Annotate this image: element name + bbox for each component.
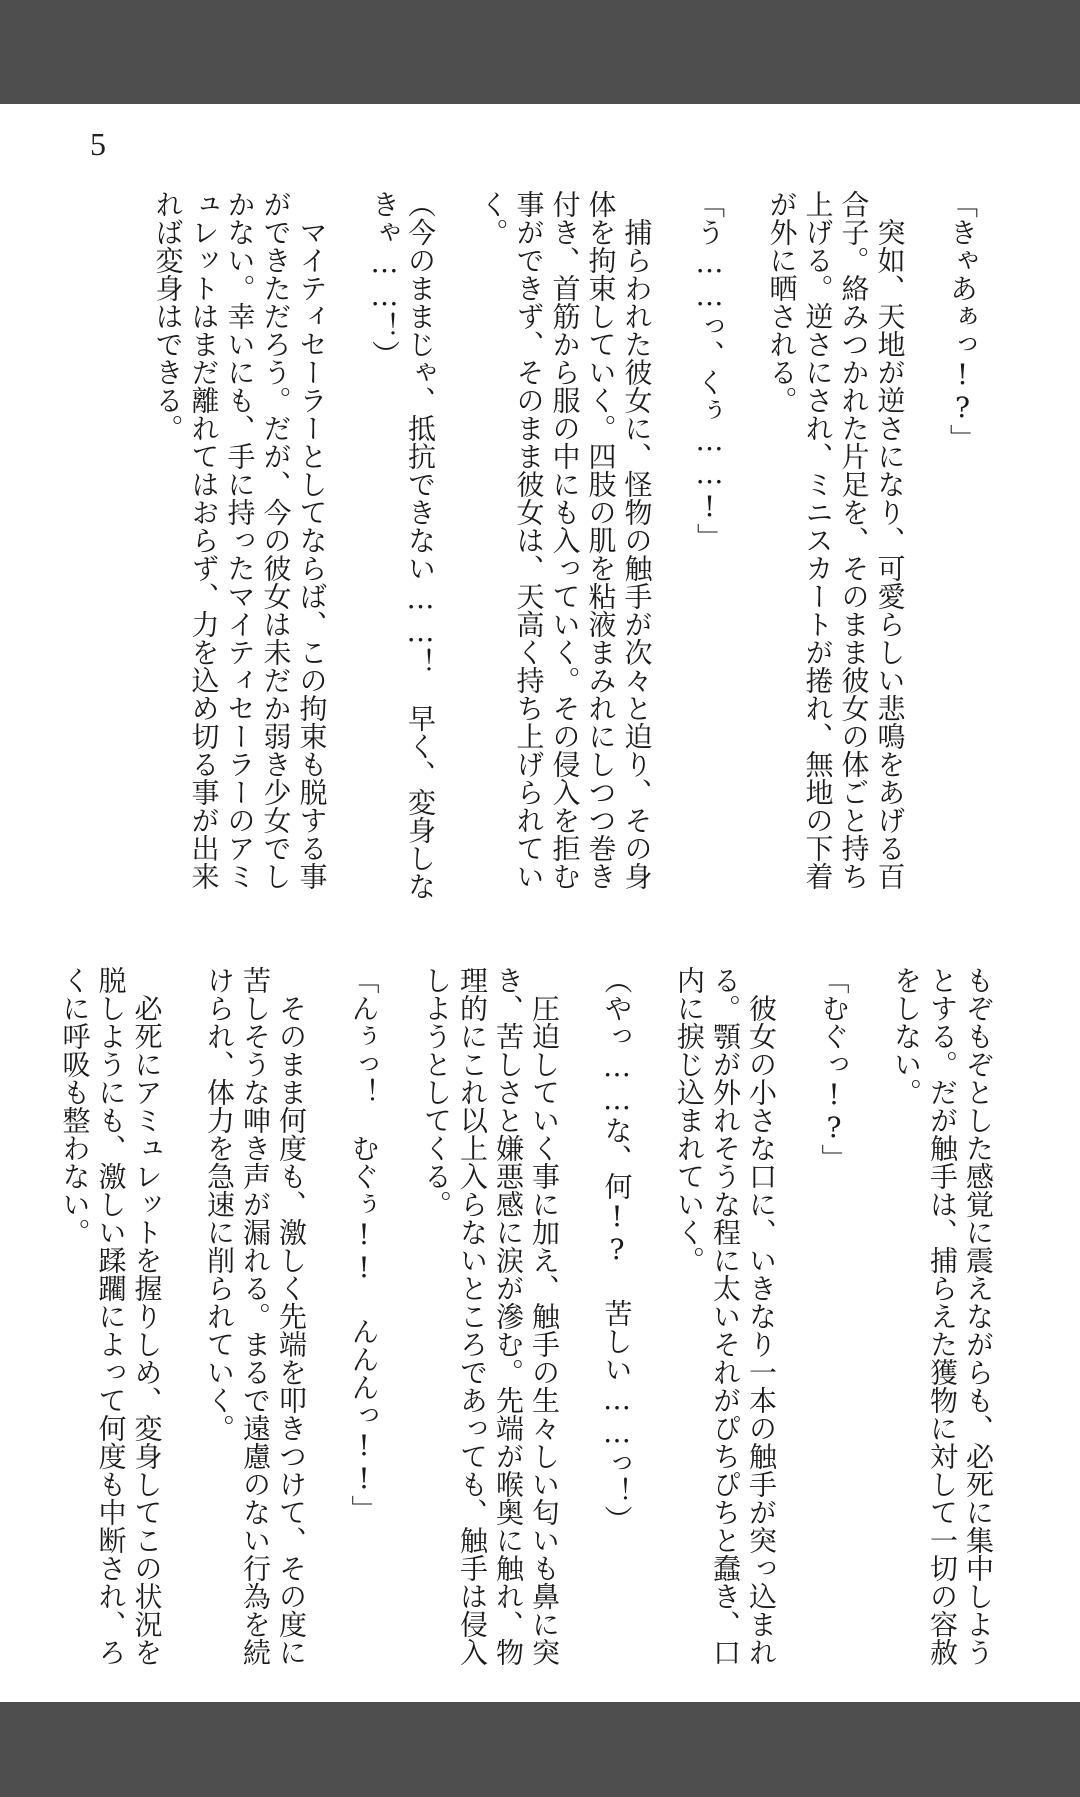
paragraph: 「むぐっ!?」: [817, 966, 851, 1172]
paragraph: マイティセーラーとしてならば、この拘束も脱する事ができただろう。だが、今の彼女は未だか弱き少女でしかない。幸いにも、手に持ったマイティセーラーのアミュレットはまだ離れてはおらず、力を込め切る事が出来れば変身はできる。: [151, 190, 329, 890]
paragraph: 「う……っ、くぅ……!」: [693, 190, 726, 551]
paragraph: もぞもぞとした感覚に震えながらも、必死に集中しようとする。だが触手は、捕らえた獲物に対して一切の容赦をしない。: [890, 966, 995, 1666]
paragraph: 突如、天地が逆さになり、可愛らしい悲鳴をあげる百合子。絡みつかれた片足を、そのまま彼女の体ごと持ち上げる。逆さにされ、ミニスカートが捲れ、無地の下着が外に晒される。: [765, 190, 907, 890]
paragraph: （今のままじゃ、抵抗できない……！ 早く、変身しなきゃ……！）: [368, 190, 437, 900]
book-page[interactable]: [0, 104, 1080, 1702]
paragraph: 捕らわれた彼女に、怪物の触手が次々と迫り、その身体を拘束していく。四肢の肌を粘液まみれにしつつ巻き付き、首筋から服の中にも入っていく。その侵入を拒む事ができず、そのまま彼女は、天高く持ち上げられていく。: [476, 190, 654, 890]
paragraph: （やっ……な、何!? 苦しい……っ！）: [600, 966, 634, 1533]
paragraph: 「きゃあぁっ!?」: [946, 190, 979, 452]
bottom-bar: [0, 1702, 1080, 1797]
paragraph: そのまま何度も、激しく先端を叩きつけて、その度に苦しそうな呻き声が漏れる。まるで遠慮のない行為を続けられ、体力を急速に削られていく。: [203, 966, 308, 1666]
paragraph: 圧迫していく事に加え、触手の生々しい匂いも鼻に突き、苦しさと嫌悪感に涙が滲む。先端が喉奥に触れ、物理的にこれ以上入らないところであっても、触手は侵入しようとしてくる。: [420, 966, 561, 1666]
text-block-upper: [130, 190, 980, 910]
text-block-lower: [58, 966, 996, 1686]
page-number: 5: [90, 126, 106, 162]
paragraph: 彼女の小さな口に、いきなり一本の触手が突っ込まれる。顎が外れそうな程に太いそれがぴちぴちと蠢き、口内に捩じ込まれていく。: [673, 966, 778, 1666]
paragraph: 必死にアミュレットを握りしめ、変身してこの状況を脱しようにも、激しい蹂躙によって何度も中断され、ろくに呼吸も整わない。: [58, 966, 164, 1666]
top-bar: [0, 0, 1080, 104]
paragraph: 「んぅっ！ むぐぅ!! んんんっ!!」: [347, 966, 381, 1523]
